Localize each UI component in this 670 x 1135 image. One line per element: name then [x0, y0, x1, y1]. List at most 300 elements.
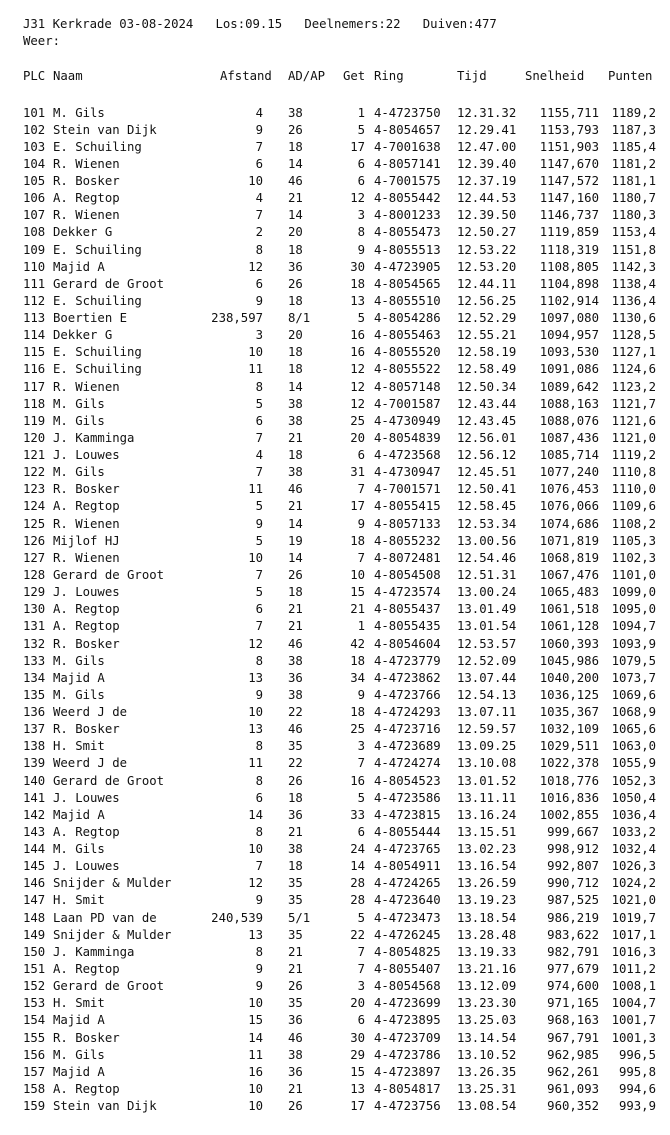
cell-ring: 4-8055232: [374, 533, 441, 548]
cell-ring: 4-4723709: [374, 1030, 441, 1045]
cell-ring: 4-7001571: [374, 482, 441, 497]
cell-snelheid: 987,525: [547, 893, 599, 908]
cell-afstand: 16: [248, 1064, 263, 1079]
cell-naam: J. Kamminga: [53, 430, 135, 445]
cell-afstand: 7: [255, 619, 263, 634]
cell-adap: 22: [288, 705, 303, 720]
cell-ring: 4-4723786: [374, 1047, 441, 1062]
cell-afstand: 2: [255, 225, 263, 240]
cell-snelheid: 1087,436: [539, 430, 599, 445]
cell-adap: 38: [288, 105, 303, 120]
cell-adap: 18: [288, 362, 303, 377]
table-row: [0, 807, 670, 824]
cell-naam: Stein van Dijk: [53, 122, 157, 137]
cell-get: 8: [357, 225, 365, 240]
cell-ring: 4-8054911: [374, 859, 441, 874]
cell-adap: 46: [288, 1030, 303, 1045]
cell-naam: Mijlof HJ: [53, 533, 120, 548]
cell-afstand: 10: [248, 842, 263, 857]
cell-adap: 14: [288, 550, 303, 565]
cell-punten: 1108,2: [611, 516, 656, 531]
cell-snelheid: 1060,393: [539, 636, 599, 651]
cell-snelheid: 977,679: [547, 962, 599, 976]
table-row: [0, 618, 670, 635]
table-row: [0, 704, 670, 721]
cell-get: 18: [350, 705, 365, 720]
table-row: [0, 447, 670, 464]
cell-punten: 1151,8: [611, 242, 656, 257]
cell-afstand: 4: [255, 105, 263, 120]
cell-snelheid: 961,093: [547, 1081, 599, 1096]
cell-naam: Snijder & Mulder: [53, 927, 172, 942]
cell-ring: 4-8055513: [374, 242, 441, 257]
cell-snelheid: 1094,957: [539, 328, 599, 343]
cell-punten: 1036,4: [611, 807, 656, 822]
cell-naam: Snijder & Mulder: [53, 876, 172, 891]
cell-snelheid: 1071,819: [539, 533, 599, 548]
cell-get: 6: [357, 174, 365, 189]
cell-afstand: 6: [255, 276, 263, 291]
cell-ring: 4-8054565: [374, 276, 441, 291]
cell-adap: 18: [288, 790, 303, 805]
weather-line: Weer:: [23, 34, 61, 48]
cell-ring: 4-4723586: [374, 790, 441, 805]
cell-naam: Gerard de Groot: [53, 979, 165, 994]
cell-snelheid: 1045,986: [539, 653, 599, 668]
cell-naam: E. Schuiling: [53, 293, 142, 308]
cell-get: 7: [357, 944, 365, 959]
cell-naam: A. Regtop: [53, 499, 120, 514]
cell-plc: 144: [23, 842, 46, 857]
cell-plc: 118: [23, 396, 46, 411]
cell-tijd: 12.53.22: [457, 242, 517, 257]
table-row: [0, 413, 670, 430]
cell-plc: 116: [23, 362, 46, 377]
cell-get: 7: [357, 962, 365, 976]
cell-punten: 1121,6: [611, 413, 656, 428]
cell-punten: 1017,1: [611, 927, 656, 942]
col-ring: Ring: [374, 69, 404, 83]
cell-afstand: 8: [255, 824, 263, 839]
cell-tijd: 13.00.56: [457, 533, 517, 548]
table-row: [0, 738, 670, 755]
cell-tijd: 13.01.52: [457, 773, 517, 788]
cell-ring: 4-8057148: [374, 379, 441, 394]
cell-get: 3: [357, 739, 365, 754]
cell-afstand: 9: [255, 516, 263, 531]
cell-naam: R. Bosker: [53, 722, 120, 737]
cell-adap: 26: [288, 773, 303, 788]
cell-tijd: 12.39.40: [457, 156, 517, 171]
cell-punten: 1093,9: [611, 636, 656, 651]
cell-plc: 107: [23, 208, 46, 223]
cell-get: 6: [357, 1013, 365, 1028]
cell-punten: 1121,7: [611, 396, 656, 411]
cell-ring: 4-4723756: [374, 1099, 441, 1114]
table-row: [0, 498, 670, 515]
cell-punten: 1187,3: [611, 122, 656, 137]
cell-naam: Gerard de Groot: [53, 568, 165, 582]
cell-snelheid: 1155,711: [539, 105, 599, 120]
cell-get: 9: [357, 516, 365, 531]
cell-ring: 4-8001233: [374, 208, 441, 223]
cell-punten: 1021,0: [611, 893, 656, 908]
cell-snelheid: 983,622: [547, 927, 599, 942]
cell-tijd: 12.56.25: [457, 293, 517, 308]
cell-afstand: 10: [248, 1081, 263, 1096]
cell-snelheid: 1089,642: [539, 379, 599, 394]
table-row: [0, 344, 670, 361]
cell-get: 6: [357, 824, 365, 839]
cell-punten: 1055,9: [611, 756, 656, 771]
cell-adap: 36: [288, 670, 303, 685]
cell-tijd: 13.18.54: [457, 910, 517, 925]
table-row: [0, 687, 670, 704]
cell-adap: 19: [288, 533, 303, 548]
cell-adap: 18: [288, 859, 303, 874]
cell-ring: 4-8055520: [374, 345, 441, 360]
cell-get: 28: [350, 876, 365, 891]
cell-afstand: 9: [255, 893, 263, 908]
cell-punten: 1008,1: [611, 979, 656, 994]
cell-naam: J. Louwes: [53, 448, 120, 463]
cell-naam: R. Wienen: [53, 379, 120, 394]
cell-punten: 1127,1: [611, 345, 656, 360]
cell-afstand: 5: [255, 499, 263, 514]
cell-punten: 994,6: [618, 1081, 656, 1096]
cell-ring: 4-4723689: [374, 739, 441, 754]
cell-naam: E. Schuiling: [53, 345, 142, 360]
cell-afstand: 10: [248, 174, 263, 189]
cell-tijd: 12.58.49: [457, 362, 517, 377]
cell-get: 31: [350, 465, 365, 480]
cell-punten: 1033,2: [611, 824, 656, 839]
cell-ring: 4-4723897: [374, 1064, 441, 1079]
cell-naam: Dekker G: [53, 225, 113, 240]
cell-snelheid: 1088,163: [539, 396, 599, 411]
cell-afstand: 6: [255, 156, 263, 171]
cell-ring: 4-4723574: [374, 585, 441, 600]
cell-plc: 113: [23, 311, 46, 326]
cell-snelheid: 1147,670: [539, 156, 599, 171]
table-row: [0, 721, 670, 738]
cell-afstand: 11: [248, 1047, 263, 1062]
cell-naam: A. Regtop: [53, 824, 120, 839]
cell-plc: 115: [23, 345, 46, 360]
cell-punten: 1001,3: [611, 1030, 656, 1045]
table-row: [0, 396, 670, 413]
cell-punten: 1102,3: [611, 550, 656, 565]
cell-tijd: 12.45.51: [457, 465, 517, 480]
cell-naam: R. Bosker: [53, 482, 120, 497]
cell-plc: 135: [23, 687, 46, 702]
col-snelheid: Snelheid: [525, 69, 585, 83]
cell-plc: 122: [23, 465, 46, 480]
cell-snelheid: 1093,530: [539, 345, 599, 360]
cell-adap: 21: [288, 824, 303, 839]
table-row: [0, 173, 670, 190]
cell-adap: 5/1: [288, 910, 311, 925]
cell-naam: Majid A: [53, 1064, 105, 1079]
cell-punten: 1124,6: [611, 362, 656, 377]
cell-naam: Majid A: [53, 670, 105, 685]
cell-afstand: 5: [255, 585, 263, 600]
cell-snelheid: 1077,240: [539, 465, 599, 480]
cell-afstand: 4: [255, 448, 263, 463]
table-row: [0, 927, 670, 944]
cell-adap: 8/1: [288, 311, 311, 326]
cell-adap: 35: [288, 927, 303, 942]
cell-tijd: 12.43.45: [457, 413, 517, 428]
cell-adap: 18: [288, 448, 303, 463]
cell-snelheid: 1076,066: [539, 499, 599, 514]
cell-get: 22: [350, 927, 365, 942]
cell-get: 33: [350, 807, 365, 822]
cell-punten: 995,8: [618, 1064, 656, 1079]
table-row: [0, 944, 670, 961]
cell-get: 3: [357, 979, 365, 994]
cell-snelheid: 1147,572: [539, 174, 599, 189]
cell-snelheid: 1065,483: [539, 585, 599, 600]
cell-snelheid: 998,912: [547, 842, 599, 857]
cell-afstand: 10: [248, 345, 263, 360]
cell-snelheid: 999,667: [547, 824, 599, 839]
cell-adap: 38: [288, 413, 303, 428]
cell-plc: 156: [23, 1047, 46, 1062]
cell-naam: Majid A: [53, 1013, 105, 1028]
table-row: [0, 567, 670, 584]
table-row: [0, 242, 670, 259]
cell-plc: 101: [23, 105, 46, 120]
cell-plc: 143: [23, 824, 46, 839]
cell-afstand: 12: [248, 259, 263, 274]
cell-plc: 153: [23, 996, 46, 1011]
cell-ring: 4-7001575: [374, 174, 441, 189]
cell-afstand: 7: [255, 465, 263, 480]
cell-plc: 147: [23, 893, 46, 908]
cell-plc: 140: [23, 773, 46, 788]
cell-tijd: 12.58.45: [457, 499, 517, 514]
cell-afstand: 9: [255, 122, 263, 137]
cell-ring: 4-8055444: [374, 824, 441, 839]
cell-afstand: 12: [248, 876, 263, 891]
cell-ring: 4-4724274: [374, 756, 441, 771]
table-row: [0, 276, 670, 293]
cell-afstand: 12: [248, 636, 263, 651]
cell-naam: Stein van Dijk: [53, 1099, 157, 1114]
col-get: Get: [343, 69, 366, 83]
race-info-line: J31 Kerkrade 03-08-2024 Los:09.15 Deelnemers:22 Duiven:477: [23, 17, 497, 31]
cell-punten: 1180,3: [611, 208, 656, 223]
cell-naam: J. Kamminga: [53, 944, 135, 959]
table-row: [0, 516, 670, 533]
cell-get: 14: [350, 859, 365, 874]
cell-ring: 4-4723699: [374, 996, 441, 1011]
cell-get: 17: [350, 499, 365, 514]
cell-tijd: 13.23.30: [457, 996, 517, 1011]
cell-punten: 1130,6: [611, 311, 656, 326]
cell-afstand: 11: [248, 756, 263, 771]
cell-ring: 4-4726245: [374, 927, 441, 942]
cell-tijd: 12.54.46: [457, 550, 517, 565]
cell-punten: 1050,4: [611, 790, 656, 805]
cell-ring: 4-8072481: [374, 550, 441, 565]
cell-get: 21: [350, 602, 365, 617]
cell-naam: A. Regtop: [53, 619, 120, 634]
cell-ring: 4-4730947: [374, 465, 441, 480]
table-row: [0, 841, 670, 858]
cell-get: 16: [350, 773, 365, 788]
cell-snelheid: 971,165: [547, 996, 599, 1011]
cell-plc: 112: [23, 293, 46, 308]
table-row: [0, 755, 670, 772]
cell-punten: 1142,3: [611, 259, 656, 274]
table-row: [0, 1098, 670, 1115]
cell-naam: H. Smit: [53, 996, 105, 1011]
cell-ring: 4-8055442: [374, 191, 441, 206]
cell-plc: 149: [23, 927, 46, 942]
column-header-row: [0, 68, 670, 85]
cell-snelheid: 1146,737: [539, 208, 599, 223]
cell-afstand: 7: [255, 430, 263, 445]
cell-afstand: 10: [248, 705, 263, 720]
cell-plc: 126: [23, 533, 46, 548]
cell-plc: 132: [23, 636, 46, 651]
cell-tijd: 13.11.11: [457, 790, 517, 805]
cell-ring: 4-8055435: [374, 619, 441, 634]
cell-adap: 21: [288, 619, 303, 634]
cell-plc: 159: [23, 1099, 46, 1114]
cell-tijd: 12.50.27: [457, 225, 517, 240]
cell-adap: 36: [288, 259, 303, 274]
cell-get: 30: [350, 1030, 365, 1045]
table-row: [0, 327, 670, 344]
cell-adap: 21: [288, 944, 303, 959]
cell-adap: 18: [288, 242, 303, 257]
cell-naam: J. Louwes: [53, 859, 120, 874]
cell-tijd: 13.02.23: [457, 842, 517, 857]
cell-ring: 4-7001587: [374, 396, 441, 411]
table-row: [0, 481, 670, 498]
cell-punten: 1180,7: [611, 191, 656, 206]
cell-get: 9: [357, 687, 365, 702]
cell-naam: J. Louwes: [53, 790, 120, 805]
table-row: [0, 995, 670, 1012]
cell-afstand: 14: [248, 1030, 263, 1045]
cell-tijd: 12.56.01: [457, 430, 517, 445]
cell-tijd: 12.51.31: [457, 568, 517, 582]
cell-snelheid: 1067,476: [539, 568, 599, 582]
cell-punten: 993,9: [618, 1099, 656, 1114]
table-row: [0, 653, 670, 670]
cell-plc: 108: [23, 225, 46, 240]
cell-adap: 26: [288, 979, 303, 994]
cell-ring: 4-4723895: [374, 1013, 441, 1028]
cell-afstand: 10: [248, 1099, 263, 1114]
col-adap: AD/AP: [288, 69, 326, 83]
cell-adap: 21: [288, 499, 303, 514]
cell-naam: M. Gils: [53, 653, 105, 668]
cell-plc: 155: [23, 1030, 46, 1045]
cell-naam: E. Schuiling: [53, 362, 142, 377]
cell-naam: R. Bosker: [53, 174, 120, 189]
cell-get: 16: [350, 345, 365, 360]
cell-adap: 21: [288, 602, 303, 617]
cell-snelheid: 1074,686: [539, 516, 599, 531]
cell-afstand: 15: [248, 1013, 263, 1028]
cell-get: 1: [357, 105, 365, 120]
cell-punten: 1110,8: [611, 465, 656, 480]
table-row: [0, 156, 670, 173]
cell-adap: 35: [288, 876, 303, 891]
table-row: [0, 1030, 670, 1047]
cell-tijd: 12.44.11: [457, 276, 517, 291]
cell-afstand: 14: [248, 807, 263, 822]
table-row: [0, 207, 670, 224]
cell-adap: 14: [288, 379, 303, 394]
cell-punten: 1079,5: [611, 653, 656, 668]
cell-plc: 129: [23, 585, 46, 600]
cell-tijd: 13.10.52: [457, 1047, 517, 1062]
cell-get: 15: [350, 1064, 365, 1079]
cell-afstand: 7: [255, 859, 263, 874]
cell-adap: 14: [288, 516, 303, 531]
cell-snelheid: 1029,511: [539, 739, 599, 754]
cell-get: 5: [357, 122, 365, 137]
cell-ring: 4-8054523: [374, 773, 441, 788]
cell-afstand: 238,597: [211, 311, 263, 326]
cell-snelheid: 1068,819: [539, 550, 599, 565]
cell-tijd: 13.28.48: [457, 927, 517, 942]
cell-naam: Majid A: [53, 259, 105, 274]
cell-plc: 114: [23, 328, 46, 343]
cell-get: 18: [350, 653, 365, 668]
col-naam: Naam: [53, 69, 83, 83]
cell-afstand: 10: [248, 996, 263, 1011]
cell-afstand: 13: [248, 670, 263, 685]
cell-punten: 1011,2: [611, 962, 656, 976]
cell-adap: 26: [288, 122, 303, 137]
cell-punten: 1128,5: [611, 328, 656, 343]
cell-get: 12: [350, 362, 365, 377]
cell-get: 5: [357, 910, 365, 925]
cell-get: 25: [350, 722, 365, 737]
cell-adap: 26: [288, 568, 303, 582]
cell-punten: 1136,4: [611, 293, 656, 308]
cell-plc: 131: [23, 619, 46, 634]
cell-adap: 18: [288, 345, 303, 360]
cell-tijd: 13.09.25: [457, 739, 517, 754]
cell-snelheid: 1085,714: [539, 448, 599, 463]
cell-afstand: 9: [255, 687, 263, 702]
cell-tijd: 13.25.31: [457, 1081, 517, 1096]
cell-tijd: 12.53.34: [457, 516, 517, 531]
cell-snelheid: 986,219: [547, 910, 599, 925]
cell-tijd: 13.16.54: [457, 859, 517, 874]
table-row: [0, 293, 670, 310]
cell-snelheid: 1153,793: [539, 122, 599, 137]
table-row: [0, 1047, 670, 1064]
cell-adap: 35: [288, 893, 303, 908]
cell-naam: Dekker G: [53, 328, 113, 343]
table-row: [0, 224, 670, 241]
cell-get: 7: [357, 550, 365, 565]
col-afstand: Afstand: [220, 69, 272, 83]
cell-get: 7: [357, 756, 365, 771]
cell-tijd: 13.08.54: [457, 1099, 517, 1114]
cell-plc: 102: [23, 122, 46, 137]
cell-snelheid: 1102,914: [539, 293, 599, 308]
